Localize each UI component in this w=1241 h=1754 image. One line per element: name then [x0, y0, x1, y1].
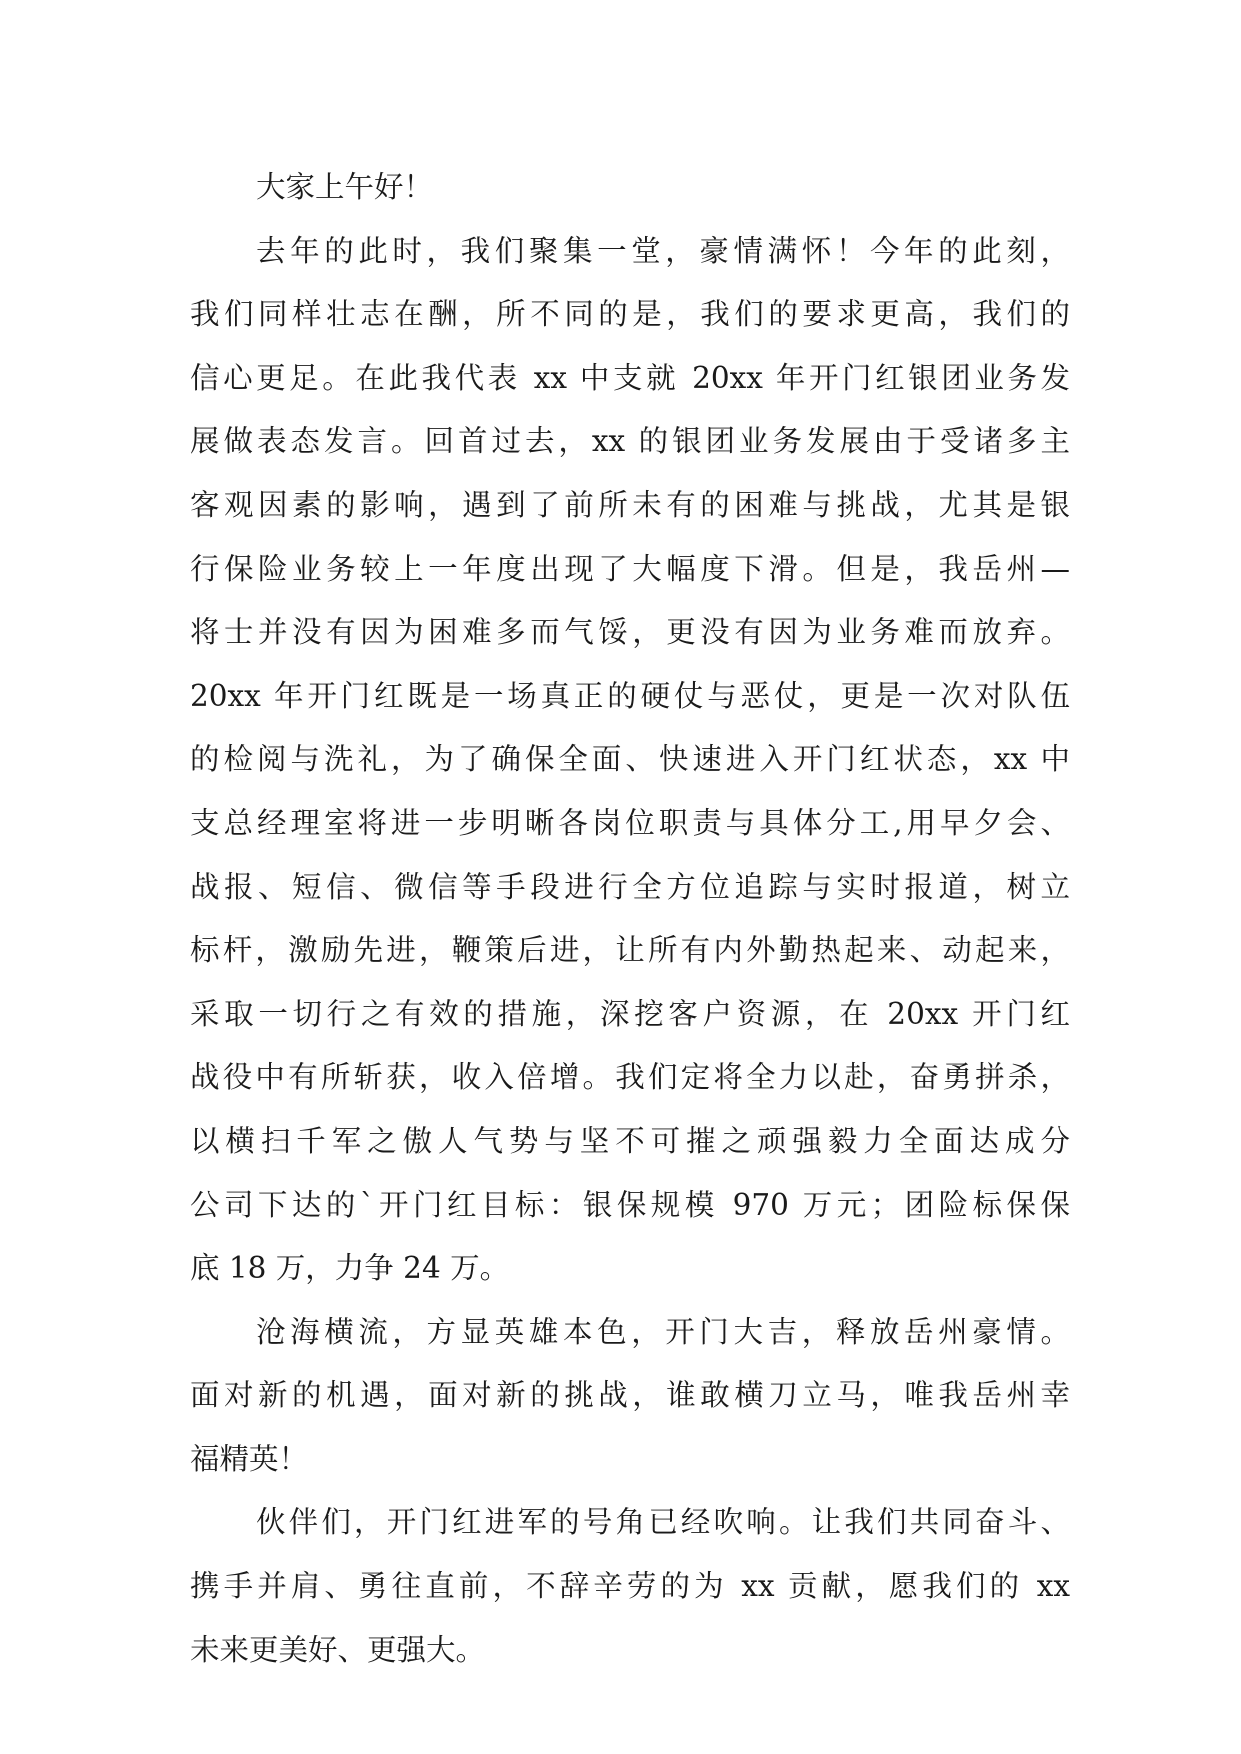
paragraph-line: 行保险业务较上一年度出现了大幅度下滑。但是，我岳州—: [190, 551, 1070, 586]
paragraph-line: 面对新的机遇，面对新的挑战，谁敢横刀立马，唯我岳州幸: [190, 1378, 1070, 1413]
paragraph-line: 将士并没有因为困难多而气馁，更没有因为业务难而放弃。: [190, 615, 1070, 650]
paragraph-line: 采取一切行之有效的措施，深挖客户资源，在 20xx 开门红: [190, 996, 1070, 1031]
paragraph-line: 去年的此时，我们聚集一堂，豪情满怀！今年的此刻，: [256, 233, 1070, 268]
paragraph-2: [190, 1301, 1070, 1492]
paragraph-1: [190, 220, 1070, 1301]
paragraph-line: 展做表态发言。回首过去，xx 的银团业务发展由于受诸多主: [190, 424, 1070, 459]
paragraph-line: 战役中有所斩获，收入倍增。我们定将全力以赴，奋勇拼杀，: [190, 1060, 1070, 1095]
paragraph-line: 客观因素的影响，遇到了前所未有的困难与挑战，尤其是银: [190, 487, 1070, 522]
paragraph-line: 底 18 万，力争 24 万。: [190, 1251, 510, 1286]
paragraph-line: 标杆，激励先进，鞭策后进，让所有内外勤热起来、动起来，: [190, 933, 1070, 968]
paragraph-line: 信心更足。在此我代表 xx 中支就 20xx 年开门红银团业务发: [190, 360, 1070, 395]
paragraph-line: 支总经理室将进一步明晰各岗位职责与具体分工,用早夕会、: [190, 805, 1070, 840]
paragraph-line: 以横扫千军之傲人气势与坚不可摧之顽强毅力全面达成分: [190, 1123, 1070, 1158]
paragraph-line: 的检阅与洗礼，为了确保全面、快速进入开门红状态，xx 中: [190, 742, 1070, 777]
paragraph-line: 战报、短信、微信等手段进行全方位追踪与实时报道，树立: [190, 869, 1070, 904]
paragraph-3: [190, 1491, 1070, 1682]
paragraph-line: 20xx 年开门红既是一场真正的硬仗与恶仗，更是一次对队伍: [190, 678, 1070, 713]
paragraph-line: 公司下达的`开门红目标：银保规模 970 万元；团险标保保: [190, 1187, 1070, 1222]
paragraph-line: 伙伴们，开门红进军的号角已经吹响。让我们共同奋斗、: [256, 1505, 1070, 1540]
paragraph-line: 携手并肩、勇往直前，不辞辛劳的为 xx 贡献，愿我们的 xx: [190, 1569, 1070, 1604]
greeting-line: 大家上午好！: [256, 170, 434, 204]
paragraph-line: 我们同样壮志在酬，所不同的是，我们的要求更高，我们的: [190, 297, 1070, 332]
paragraph-line: 福精英！: [190, 1441, 309, 1476]
document-body: [190, 156, 1070, 1682]
greeting-paragraph: [190, 156, 1070, 220]
paragraph-line: 未来更美好、更强大。: [190, 1632, 486, 1667]
paragraph-line: 沧海横流，方显英雄本色，开门大吉，释放岳州豪情。: [256, 1314, 1070, 1349]
